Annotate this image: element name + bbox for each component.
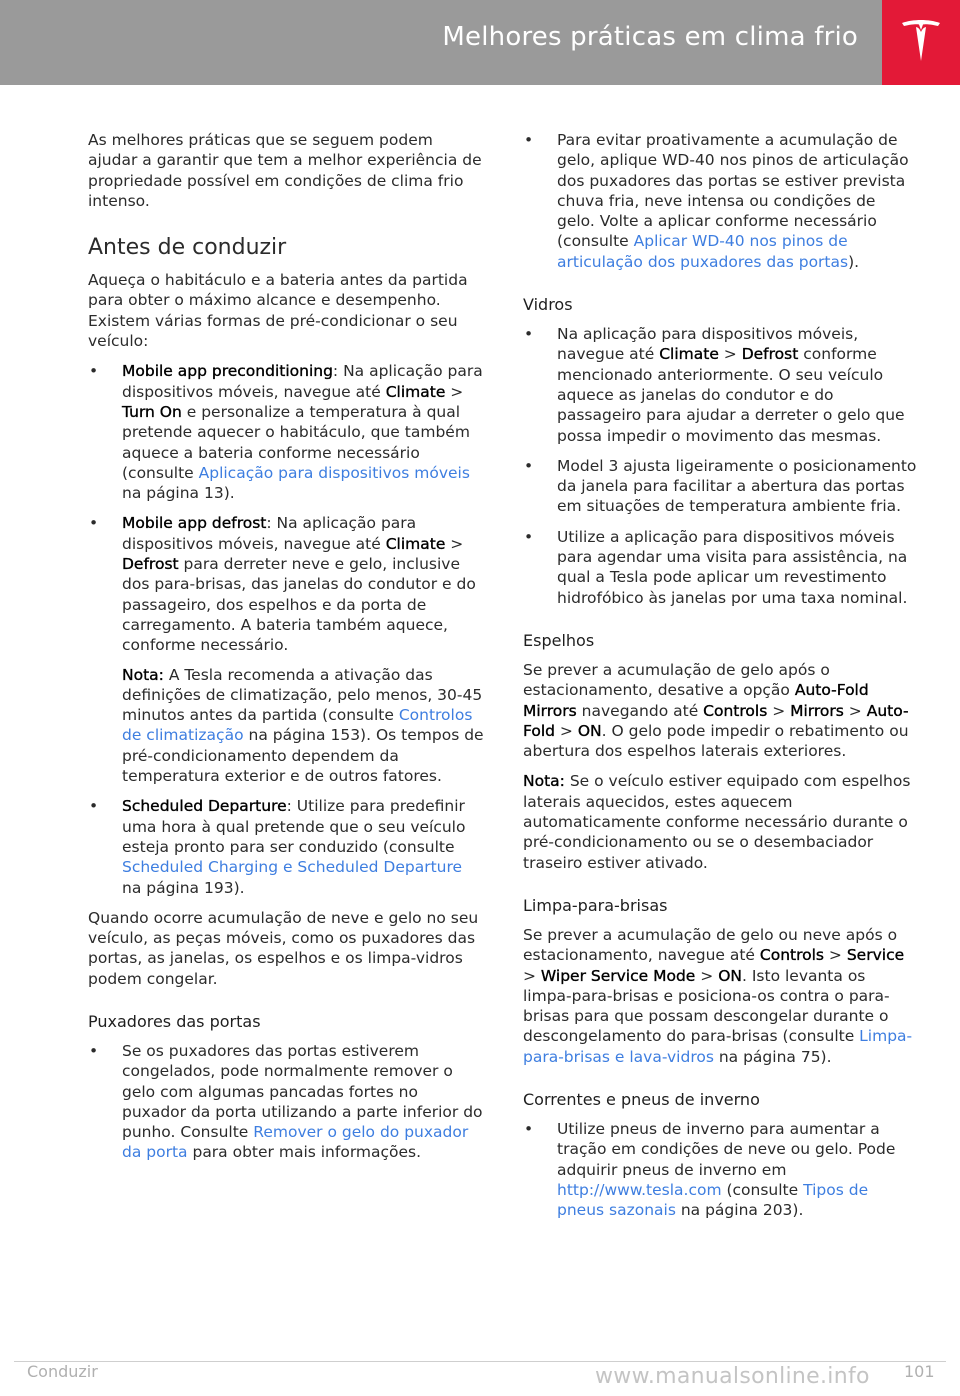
ui-path-climate: Climate xyxy=(659,345,719,364)
bullet: • xyxy=(524,456,534,475)
door-handles-list xyxy=(88,1041,484,1163)
link-apply-wd40[interactable]: Aplicar WD-40 nos pinos de articulação dos puxadores das portas xyxy=(557,232,849,271)
list-item: • Se os puxadores das portas estiverem congelados, pode normalmente remover o gelo com algumas pancadas fortes no puxador da porta utilizando a parte inferior do punho. Consulte Remover o gelo do puxador da porta para obter mais informações. xyxy=(89,1041,483,1162)
list-item: • Na aplicação para dispositivos móveis, navegue até Climate > Defrost conforme mencionado anteriormente. O seu veículo aquece as janelas do condutor e do passageiro para ajudar a derreter o gelo que possa impedir o movimento das mesmas. xyxy=(524,325,905,445)
bullet: • xyxy=(524,1119,534,1138)
intro-paragraph: As melhores práticas que se seguem podem ajudar a garantir que tem a melhor experiência de propriedade possível em condições de clima frio intenso. xyxy=(88,131,482,210)
note-label: Nota: xyxy=(523,772,565,791)
wd40-list xyxy=(523,130,918,272)
footer-page-number: 101 xyxy=(904,1362,935,1381)
subheading-windows: Vidros xyxy=(523,295,573,315)
ui-path-turn-on: Turn On xyxy=(122,402,182,421)
list-item: • Scheduled Departure: Utilize para predefinir uma hora à qual pretende que o seu veículo esteja pronto para ser conduzido (consulte Scheduled Charging e Scheduled Departure na página 193). xyxy=(89,797,466,897)
right-column xyxy=(523,130,918,1230)
section-heading-before-driving: Antes de conduzir xyxy=(88,235,287,261)
ui-path-service: Service xyxy=(846,946,905,965)
link-seasonal-tires[interactable]: Tipos de pneus sazonais xyxy=(557,1180,869,1220)
footer-divider xyxy=(14,1361,946,1362)
item-title: Mobile app preconditioning xyxy=(122,362,333,381)
windows-list xyxy=(523,324,918,608)
link-mobile-app[interactable]: Aplicação para dispositivos móveis xyxy=(198,463,470,482)
ui-path-defrost: Defrost xyxy=(741,345,799,364)
subheading-wipers: Limpa-para-brisas xyxy=(523,895,668,915)
ui-path-mirrors: Mirrors xyxy=(790,701,844,720)
watermark: www.manualsonline.info xyxy=(595,1364,870,1389)
footer-section-name: Conduzir xyxy=(27,1362,98,1381)
ui-path-on: ON xyxy=(577,721,602,740)
subheading-door-handles: Puxadores das portas xyxy=(88,1011,261,1031)
bullet: • xyxy=(89,514,99,533)
bullet: • xyxy=(89,362,99,381)
preconditioning-list xyxy=(88,361,484,897)
ui-path-wiper-service-mode: Wiper Service Mode xyxy=(540,966,696,985)
tesla-logo-icon xyxy=(901,17,941,67)
preconditioning-paragraph: Aqueça o habitáculo e a bateria antes da partida para obter o máximo alcance e desempenho. Existem várias formas de pré-condicionar o seu veículo: xyxy=(88,271,468,351)
page-title: Melhores práticas em clima frio xyxy=(442,22,858,52)
item-title: Mobile app defrost xyxy=(122,514,267,533)
bullet: • xyxy=(524,527,534,546)
ui-path-controls: Controls xyxy=(759,946,824,965)
list-item: • Mobile app preconditioning: Na aplicação para dispositivos móveis, navegue até Climate > Turn On e personalize a temperatura à qual pretende aquecer o habitáculo, que também aquece a bateria conforme necessário (consulte Aplicação para dispositivos móveis na página 13). xyxy=(89,362,483,503)
link-climate-controls[interactable]: Controlos de climatização xyxy=(122,706,473,745)
note: Nota: Se o veículo estiver equipado com espelhos laterais aquecidos, estes aquecem automaticamente conforme necessário durante o pré-condicionamento ou se o desembaciador traseiro estiver ativado. xyxy=(523,772,911,872)
list-item: • Utilize pneus de inverno para aumentar a tração em condições de neve ou gelo. Pode adquirir pneus de inverno em http://www.tesla.com (consulte Tipos de pneus sazonais na página 203). xyxy=(524,1119,896,1220)
subheading-mirrors: Espelhos xyxy=(523,630,595,650)
bullet: • xyxy=(89,797,99,816)
note-label: Nota: xyxy=(122,665,164,684)
link-remove-ice-door-handle[interactable]: Remover o gelo do puxador da porta xyxy=(122,1123,469,1162)
list-item: • Mobile app defrost: Na aplicação para dispositivos móveis, navegue até Climate > Defrost para derreter neve e gelo, inclusive dos para-brisas, das janelas do condutor e do passageiro, dos espelhos e da porta de carregamento. A bateria também aquece, conforme necessário. Nota: A Tesla recomenda a ativação das definições de climatização, pelo menos, 30-45 minutos antes da partida (consulte Controlos de climatização na página 153). Os tempos de pré-condicionamento dependem da temperatura exterior e de outros fatores. xyxy=(89,514,484,786)
ui-auto-fold-mirrors: Auto-Fold Mirrors xyxy=(523,681,869,720)
list-item: • Utilize a aplicação para dispositivos móveis para agendar uma visita para assistência, na qual a Tesla pode aplicar um revestimento hidrofóbico às janelas por uma taxa nominal. xyxy=(524,527,908,607)
ui-path-climate: Climate xyxy=(385,534,446,553)
bullet: • xyxy=(524,131,534,149)
ui-path-defrost: Defrost xyxy=(122,555,179,574)
wipers-paragraph: Se prever a acumulação de gelo ou neve após o estacionamento, navegue até Controls > Service > Wiper Service Mode > ON. Isto levanta os limpa-para-brisas e posiciona-os contra o para-brisas para que possam descongelar durante o descongelamento do para-brisas (consulte Limpa-para-brisas e lava-vidros na página 75). xyxy=(523,925,913,1066)
link-tesla-website[interactable]: http://www.tesla.com xyxy=(557,1180,722,1199)
item-title: Scheduled Departure xyxy=(122,797,287,816)
left-column xyxy=(88,130,484,1173)
subheading-chains-tires: Correntes e pneus de inverno xyxy=(523,1089,760,1109)
list-item: • Model 3 ajusta ligeiramente o posicionamento da janela para facilitar a abertura das portas em situações de temperatura ambiente fria. xyxy=(524,456,917,516)
bullet: • xyxy=(89,1041,99,1060)
brand-logo-box xyxy=(882,0,960,85)
link-scheduled-charging[interactable]: Scheduled Charging e Scheduled Departure xyxy=(122,858,463,877)
link-wipers-washers[interactable]: Limpa-para-brisas e lava-vidros xyxy=(523,1027,913,1066)
ui-path-auto-fold: Auto-Fold xyxy=(523,701,909,740)
list-item: • Para evitar proativamente a acumulação de gelo, aplique WD-40 nos pinos de articulação dos puxadores das portas se estiver prevista chuva fria, neve intensa ou condições de gelo. Volte a aplicar conforme necessário (consulte Aplicar WD-40 nos pinos de articulação dos puxadores das portas). xyxy=(524,131,909,271)
ui-path-on: ON xyxy=(718,966,742,985)
ui-path-controls: Controls xyxy=(703,701,768,720)
bullet: • xyxy=(524,325,534,344)
mirrors-paragraph: Se prever a acumulação de gelo após o estacionamento, desative a opção Auto-Fold Mirrors navegando até Controls > Mirrors > Auto-Fold > ON. O gelo pode impedir o rebatimento ou abertura dos espelhos laterais exteriores. xyxy=(523,660,909,761)
note: Nota: A Tesla recomenda a ativação das definições de climatização, pelo menos, 30-45 minutos antes da partida (consulte Controlos de climatização na página 153). Os tempos de pré-condicionamento dependem da temperatura exterior e de outros fatores. xyxy=(122,665,484,786)
page-header xyxy=(0,0,882,85)
chains-list xyxy=(523,1119,918,1220)
ice-paragraph: Quando ocorre acumulação de neve e gelo no seu veículo, as peças móveis, como os puxadores das portas, as janelas, os espelhos e os limpa-vidros podem congelar. xyxy=(88,908,479,988)
ui-path-climate: Climate xyxy=(385,382,446,401)
